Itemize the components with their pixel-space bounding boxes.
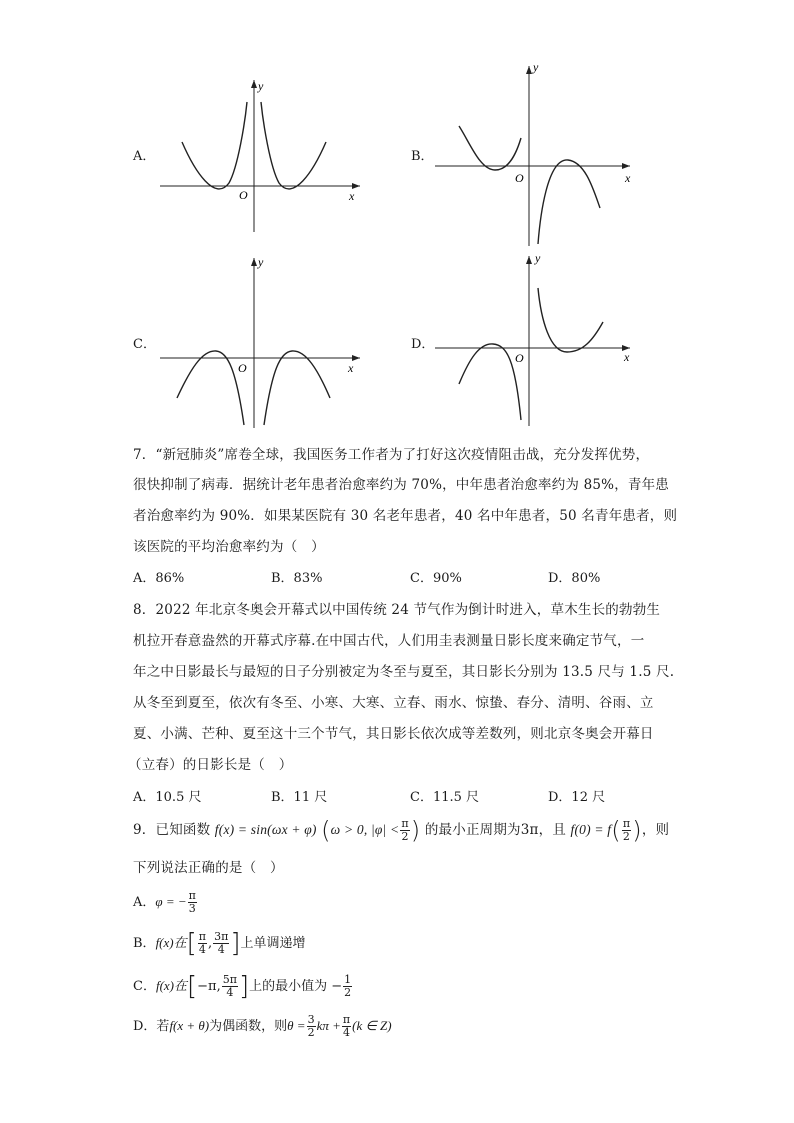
q7-option-c[interactable]: C．90% — [410, 571, 462, 586]
q8-line-2: 机拉开春意盎然的开幕式序幕.在中国古代，人们用圭表测量日影长度来确定节气，一 — [133, 633, 645, 649]
y-axis-label: y — [535, 251, 541, 265]
q7-option-d[interactable]: D．80% — [548, 571, 601, 586]
q9-option-b[interactable]: B．f(x)在[ $\frac{\pi}{4}$ , $\frac{3\pi}{4}$ ]上单调递增 — [133, 928, 306, 959]
q9-line-2: 下列说法正确的是（ ） — [133, 860, 284, 876]
origin-label: O — [515, 351, 524, 365]
q9-option-c[interactable]: C．f(x)在[−π, $\frac{5\pi}{4}$ ]上的最小值为 − $\frac{1}{2}$ — [133, 971, 352, 1002]
q9-option-a[interactable]: A．φ = − $\frac{\pi}{3}$ — [133, 889, 196, 915]
q8-option-b[interactable]: B．11 尺 — [271, 790, 328, 805]
graph-c — [160, 250, 370, 430]
q8-option-a[interactable]: A．10.5 尺 — [133, 790, 202, 805]
q9-mid: 的最小正周期为3π，且 — [424, 822, 567, 838]
q9-suffix: ，则 — [641, 822, 670, 838]
q8-line-6: （立春）的日影长是（ ） — [128, 757, 293, 773]
frac-pi-over-2-b: $\frac{\pi}{2}$ — [622, 817, 631, 843]
graph-b — [435, 58, 640, 248]
q7-option-b[interactable]: B．83% — [271, 571, 323, 586]
q8-option-d[interactable]: D．12 尺 — [548, 790, 606, 805]
frac-pi-over-2: $\frac{\pi}{2}$ — [401, 817, 409, 843]
q7-line-3: 者治愈率约为 90%．如果某医院有 30 名老年患者，40 名中年患者，50 名青年患者，则 — [133, 508, 678, 524]
q9-condition: ω > 0, |φ| < — [330, 822, 400, 837]
q7-line-1: 7．“新冠肺炎”席卷全球，我国医务工作者为了打好这次疫情阻击战，充分发挥优势， — [133, 447, 650, 463]
q9-f0: f(0) = f — [570, 822, 612, 837]
option-b-label: B． — [411, 149, 434, 164]
graph-a — [160, 72, 370, 237]
q8-line-1: 8．2022 年北京冬奥会开幕式以中国传统 24 节气作为倒计时进入，草木生长的勃勃生 — [133, 602, 661, 618]
x-axis-label: x — [624, 350, 630, 364]
q8-line-5: 夏、小满、芒种、夏至这十三个节气，其日影长依次成等差数列，则北京冬奥会开幕日 — [133, 726, 654, 742]
x-axis-label: x — [348, 361, 354, 375]
option-a-label: A． — [133, 149, 156, 164]
paren-close: ) — [410, 816, 421, 845]
option-c-label: C． — [133, 337, 156, 352]
x-axis-label: x — [625, 171, 631, 185]
q8-line-4: 从冬至到夏至，依次有冬至、小寒、大寒、立春、雨水、惊蛰、春分、清明、谷雨、立 — [133, 695, 654, 711]
q8-line-3: 年之中日影最长与最短的日子分别被定为冬至与夏至，其日影长分别为 13.5 尺与 1.5 尺. — [133, 664, 675, 680]
option-d-label: D． — [411, 337, 435, 352]
origin-label: O — [239, 188, 248, 202]
paren-open: ( — [321, 816, 331, 845]
y-axis-label: y — [258, 79, 264, 93]
q7-option-a[interactable]: A．86% — [133, 571, 185, 586]
origin-label: O — [515, 171, 524, 185]
q8-option-c[interactable]: C．11.5 尺 — [410, 790, 480, 805]
q9-option-d[interactable]: D．若f(x + θ)为偶函数，则θ = $\frac{3}{2}$ kπ + $\frac{\pi}{4}$ (k ∈ Z) — [133, 1013, 392, 1039]
q9-function: f(x) = sin(ωx + φ) — [214, 822, 317, 837]
q7-line-4: 该医院的平均治愈率约为（ ） — [133, 539, 325, 555]
q7-line-2: 很快抑制了病毒．据统计老年患者治愈率约为 70%，中年患者治愈率约为 85%，青年患 — [133, 477, 669, 493]
origin-label: O — [238, 361, 247, 375]
q9-line-1: 9．已知函数 f(x) = sin(ωx + φ) (ω > 0, |φ| < $\frac{\pi}{2}$ ) 的最小正周期为3π，且 f(0) = f( $\frac{\pi}{2}$ )，则 — [133, 816, 670, 845]
q9-prefix: 9．已知函数 — [133, 822, 211, 838]
y-axis-label: y — [533, 60, 539, 74]
x-axis-label: x — [349, 189, 355, 203]
y-axis-label: y — [258, 255, 264, 269]
graph-d — [435, 250, 640, 430]
